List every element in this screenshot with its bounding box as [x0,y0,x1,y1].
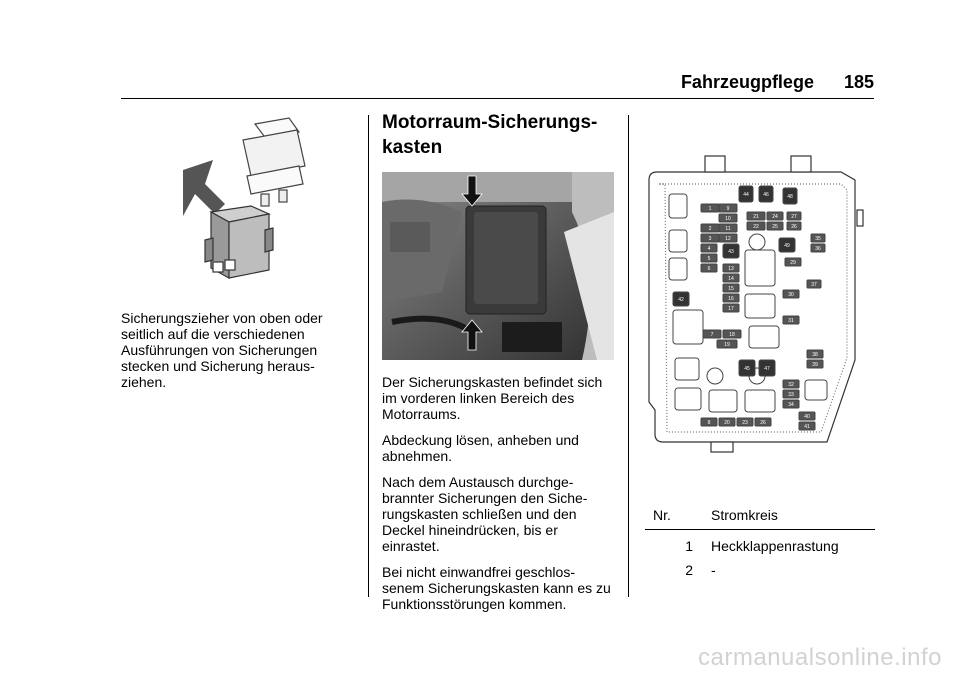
relay-slot [709,390,737,412]
fuse-label: 45 [744,366,750,372]
fuse-label: 26 [760,420,766,426]
location-paragraph: Der Sicherungskasten befindet sich im vorderen linken Bereich des Motorraums. [382,374,603,422]
section-heading-line1: Motorraum-Sicherungs- [382,112,598,133]
round-socket [749,234,765,250]
relay-slot [669,258,687,280]
relay-slot [745,390,775,412]
column-middle [382,110,614,622]
fuse-label: 1 [708,206,712,212]
fuse-puller-caption: Sicherungszieher von oben oder seitlich auf die verschiedenen Ausführungen von Sicherungen stecken und Sicherung heraus-ziehen. [121,310,323,390]
fuse-label: 25 [772,224,778,230]
fuse-number: 2 [685,562,693,578]
fuse-label: 49 [784,243,790,249]
fuse-label: 35 [815,236,821,242]
relay-slot [675,358,699,380]
fuse-label: 4 [707,246,711,252]
fuse-label: 31 [788,318,794,324]
fuse-label: 15 [728,286,734,292]
fuse-label: 32 [788,382,794,388]
fuse-label: 24 [772,214,778,220]
fuse-label: 13 [728,266,734,272]
fuse-label: 10 [725,216,731,222]
fuse-label: 42 [678,297,684,303]
column-header-circuit: Stromkreis [711,507,875,530]
column-right [645,150,875,578]
fuse-label: 36 [815,246,821,252]
fuse-label: 34 [788,402,794,408]
page-header [681,72,874,93]
replacement-paragraph: Nach dem Austausch durchge-brannter Sicherungen den Siche-rungskasten schließen und den Deckel hineindrücken, bis er einrastet. [382,474,588,554]
relay-slot [669,194,687,218]
fuse-label: 12 [725,236,731,242]
relay-slot [805,380,827,400]
section-title-header: Fahrzeugpflege [680,72,814,92]
fuse-label: 8 [707,420,711,426]
relay-slot [745,294,775,318]
fuse-label: 41 [804,424,810,430]
fuse-label: 16 [728,296,734,302]
fuse-label: 7 [710,332,714,338]
engine-bay-photo [382,172,614,360]
relay-slot [673,310,703,344]
fuse-table-header [645,507,875,530]
fuse-label: 3 [708,236,712,242]
table-row [645,554,875,578]
section-heading [382,110,614,160]
fuse-label: 14 [728,276,734,282]
fuse-label: 43 [728,249,734,255]
fuse-label: 2 [708,226,712,232]
fuse-label: 23 [742,420,748,426]
fuse-circuit: - [711,562,716,578]
column-left [121,110,351,400]
fuse-label: 39 [812,362,818,368]
table-row [645,530,875,555]
fuse-label: 22 [753,224,759,230]
header-divider [121,98,874,99]
fuse-label: 30 [788,292,794,298]
warning-paragraph: Bei nicht einwandfrei geschlos-senem Sicherungskasten kann es zu Funktionsstörungen kommen. [382,564,611,612]
section-heading-line2: kasten [382,137,443,158]
column-divider-2 [628,115,629,597]
fuse-label: 11 [725,226,731,232]
column-divider-1 [368,115,369,597]
relay-slot [669,230,687,252]
fuse-label: 38 [812,352,818,358]
fuse-label: 29 [790,260,796,266]
watermark: carmanualsonline.info [698,644,942,671]
fuse-label: 44 [743,192,749,198]
fuse-label: 37 [811,282,817,288]
relay-slot [745,250,775,286]
fuse-label: 18 [729,332,735,338]
fuse-label: 47 [764,366,770,372]
cover-paragraph: Abdeckung lösen, anheben und abnehmen. [382,432,579,464]
fuse-label: 20 [724,420,730,426]
fuse-label: 9 [726,206,730,212]
page-number: 185 [843,72,874,92]
fuse-label: 48 [787,194,793,200]
fuse-label: 26 [791,224,797,230]
fuse-label: 17 [728,306,734,312]
fuse-label: 33 [788,392,794,398]
relay-slot [749,326,779,348]
fuse-label: 19 [724,342,730,348]
fuse-puller-illustration [121,110,351,305]
fuse-table [645,507,875,578]
round-socket [707,368,723,384]
fusebox-diagram [645,150,875,462]
fuse-label: 40 [804,414,810,420]
fuse-label: 5 [707,256,711,262]
fuse-label: 46 [763,192,769,198]
fuse-label: 21 [753,214,759,220]
fuse-circuit: Heckklappenrastung [711,538,839,554]
relay-slot [675,388,701,410]
fuse-label: 6 [707,266,711,272]
fuse-label: 27 [791,214,797,220]
column-header-nr: Nr. [645,507,711,530]
fuse-number: 1 [685,538,693,554]
